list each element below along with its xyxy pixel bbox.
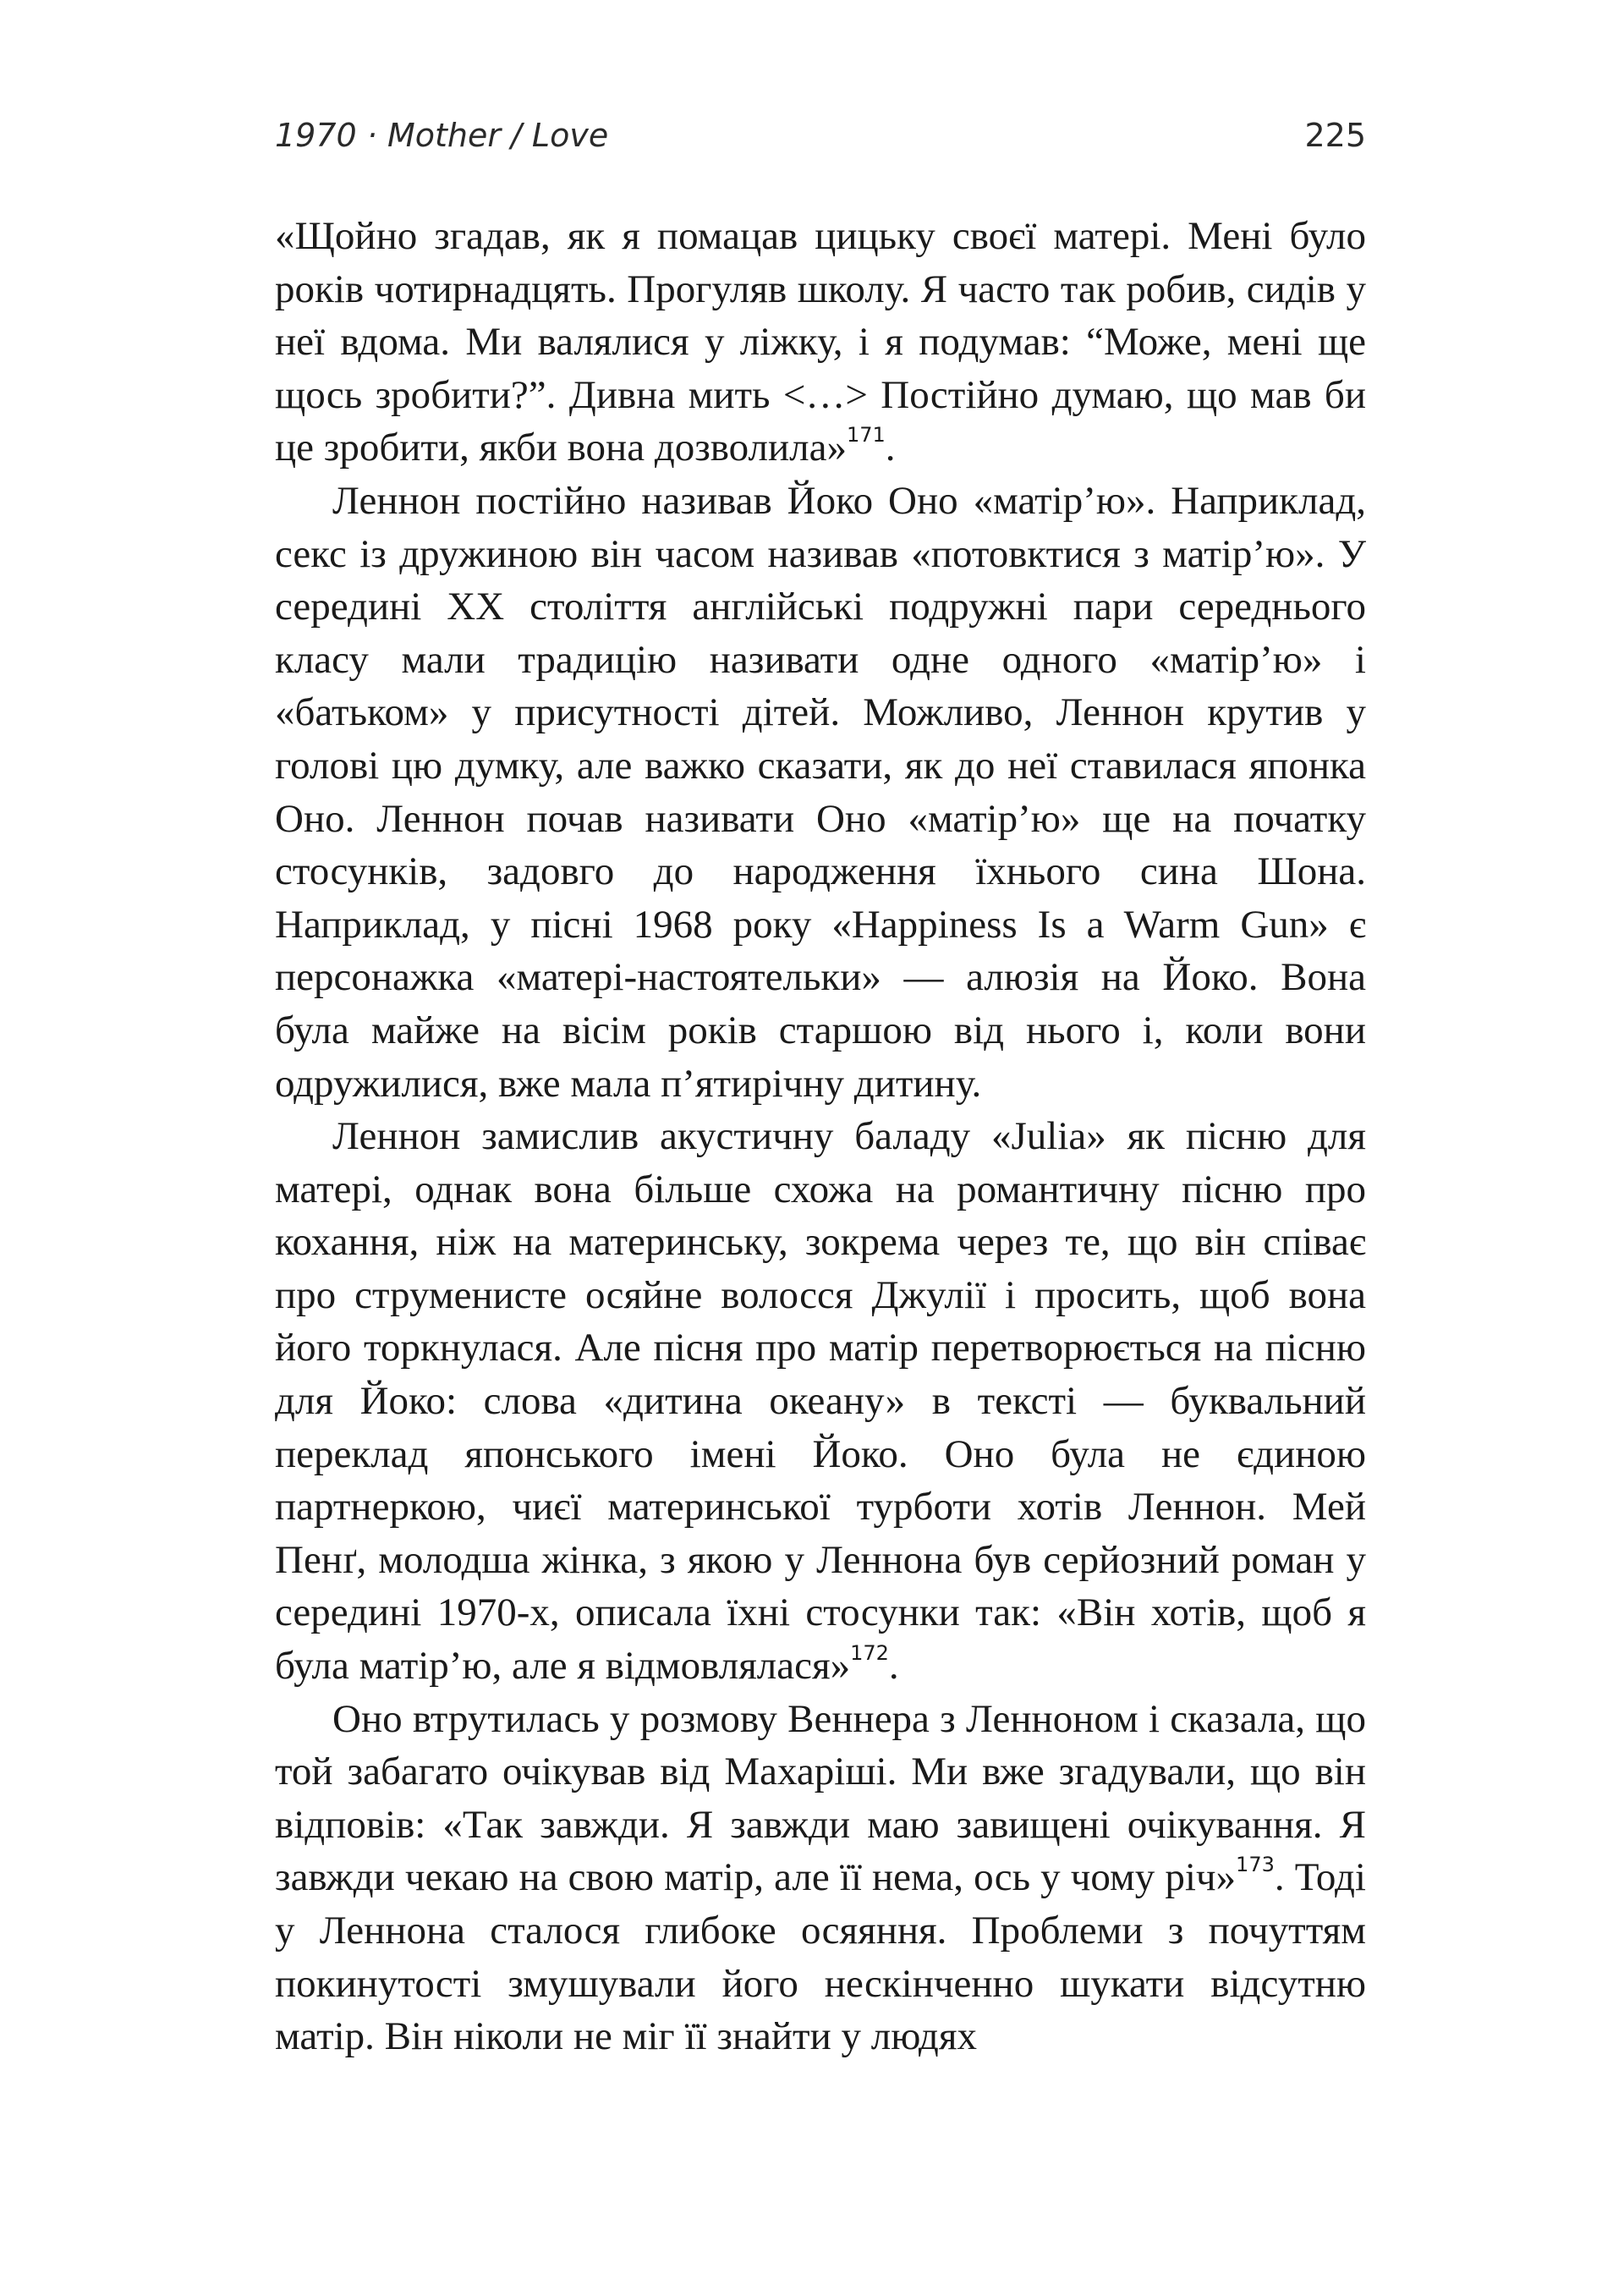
paragraph-3-text: Леннон замислив акустичну баладу «Julia» як пісню для матері, однак вона більше схожа на романтичну пісню про кохання, ніж на материнську, зокрема через те, що він співає про струменисте осяйне волосся Джулії і просить, щоб вона його торкнулася. Але пісня про матір перетворюється на пісню для Йоко: слова «дитина океану» в тексті — буквальний переклад японського імені Йоко. Оно була не єдиною партнеркою, чиєї материнської турботи хотів Леннон. Мей Пенґ, молодша жінка, з якою у Леннона був серйозний роман у середині 1970-х, описала їхні стосунки так: «Він хотів, щоб я була матір’ю, але я відмовлялася» [275,1114,1366,1689]
footnote-ref-173: 173 [1236,1853,1275,1877]
running-head [275,117,1366,168]
footnote-ref-172: 172 [850,1641,889,1666]
paragraph-2 [275,475,1366,1110]
paragraph-1-tail: . [885,426,896,470]
paragraph-1 [275,210,1366,475]
paragraph-4-tail: . Тоді у Леннона сталося глибоке осяяння. Проблеми з почуттям покинутості змушували його нескінченно шукати відсутню матір. Він ніколи не міг її знайти у людях [275,1855,1366,2059]
paragraph-2-text: Леннон постійно називав Йоко Оно «матір’ю». Наприклад, секс із дружиною він часом називав «потовктися з матір’ю». У середині XX століття англійські подружні пари середнього класу мали традицію називати одне одного «матір’ю» і «батьком» у присутності дітей. Можливо, Леннон крутив у голові цю думку, але важко сказати, як до неї ставилася японка Оно. Леннон почав називати Оно «матір’ю» ще на початку стосунків, задовго до народження їхнього сина Шона. Наприклад, у пісні 1968 року «Happiness Is a Warm Gun» є персонажка «матері-настоятельки» — алюзія на Йоко. Вона була майже на вісім років старшою від нього і, коли вони одружилися, вже мала п’ятирічну дитину. [275,478,1366,1106]
footnote-ref-171: 171 [846,423,886,448]
paragraph-4 [275,1693,1366,2063]
paragraph-3 [275,1110,1366,1693]
chapter-title: 1970 · Mother / Love [275,117,609,154]
body-text [275,210,1366,2063]
paragraph-4-text: Оно втрутилась у розмову Веннера з Ленноном і сказала, що той забагато очікував від Махаріші. Ми вже згадували, що він відповів: «Так завжди. Я завжди маю завищені очікування. Я завжди чекаю на свою матір, але її нема, ось у чому річ» [275,1696,1366,1900]
paragraph-1-text: «Щойно згадав, як я помацав цицьку своєї матері. Мені було років чотирнадцять. Прогуляв школу. Я часто так робив, сидів у неї вдома. Ми валялися у ліжку, і я подумав: “Може, мені ще щось зробити?”. Дивна мить <…> Постійно думаю, що мав би це зробити, якби вона дозволила» [275,214,1366,470]
page-number: 225 [1304,117,1366,154]
paragraph-3-tail: . [888,1644,899,1689]
